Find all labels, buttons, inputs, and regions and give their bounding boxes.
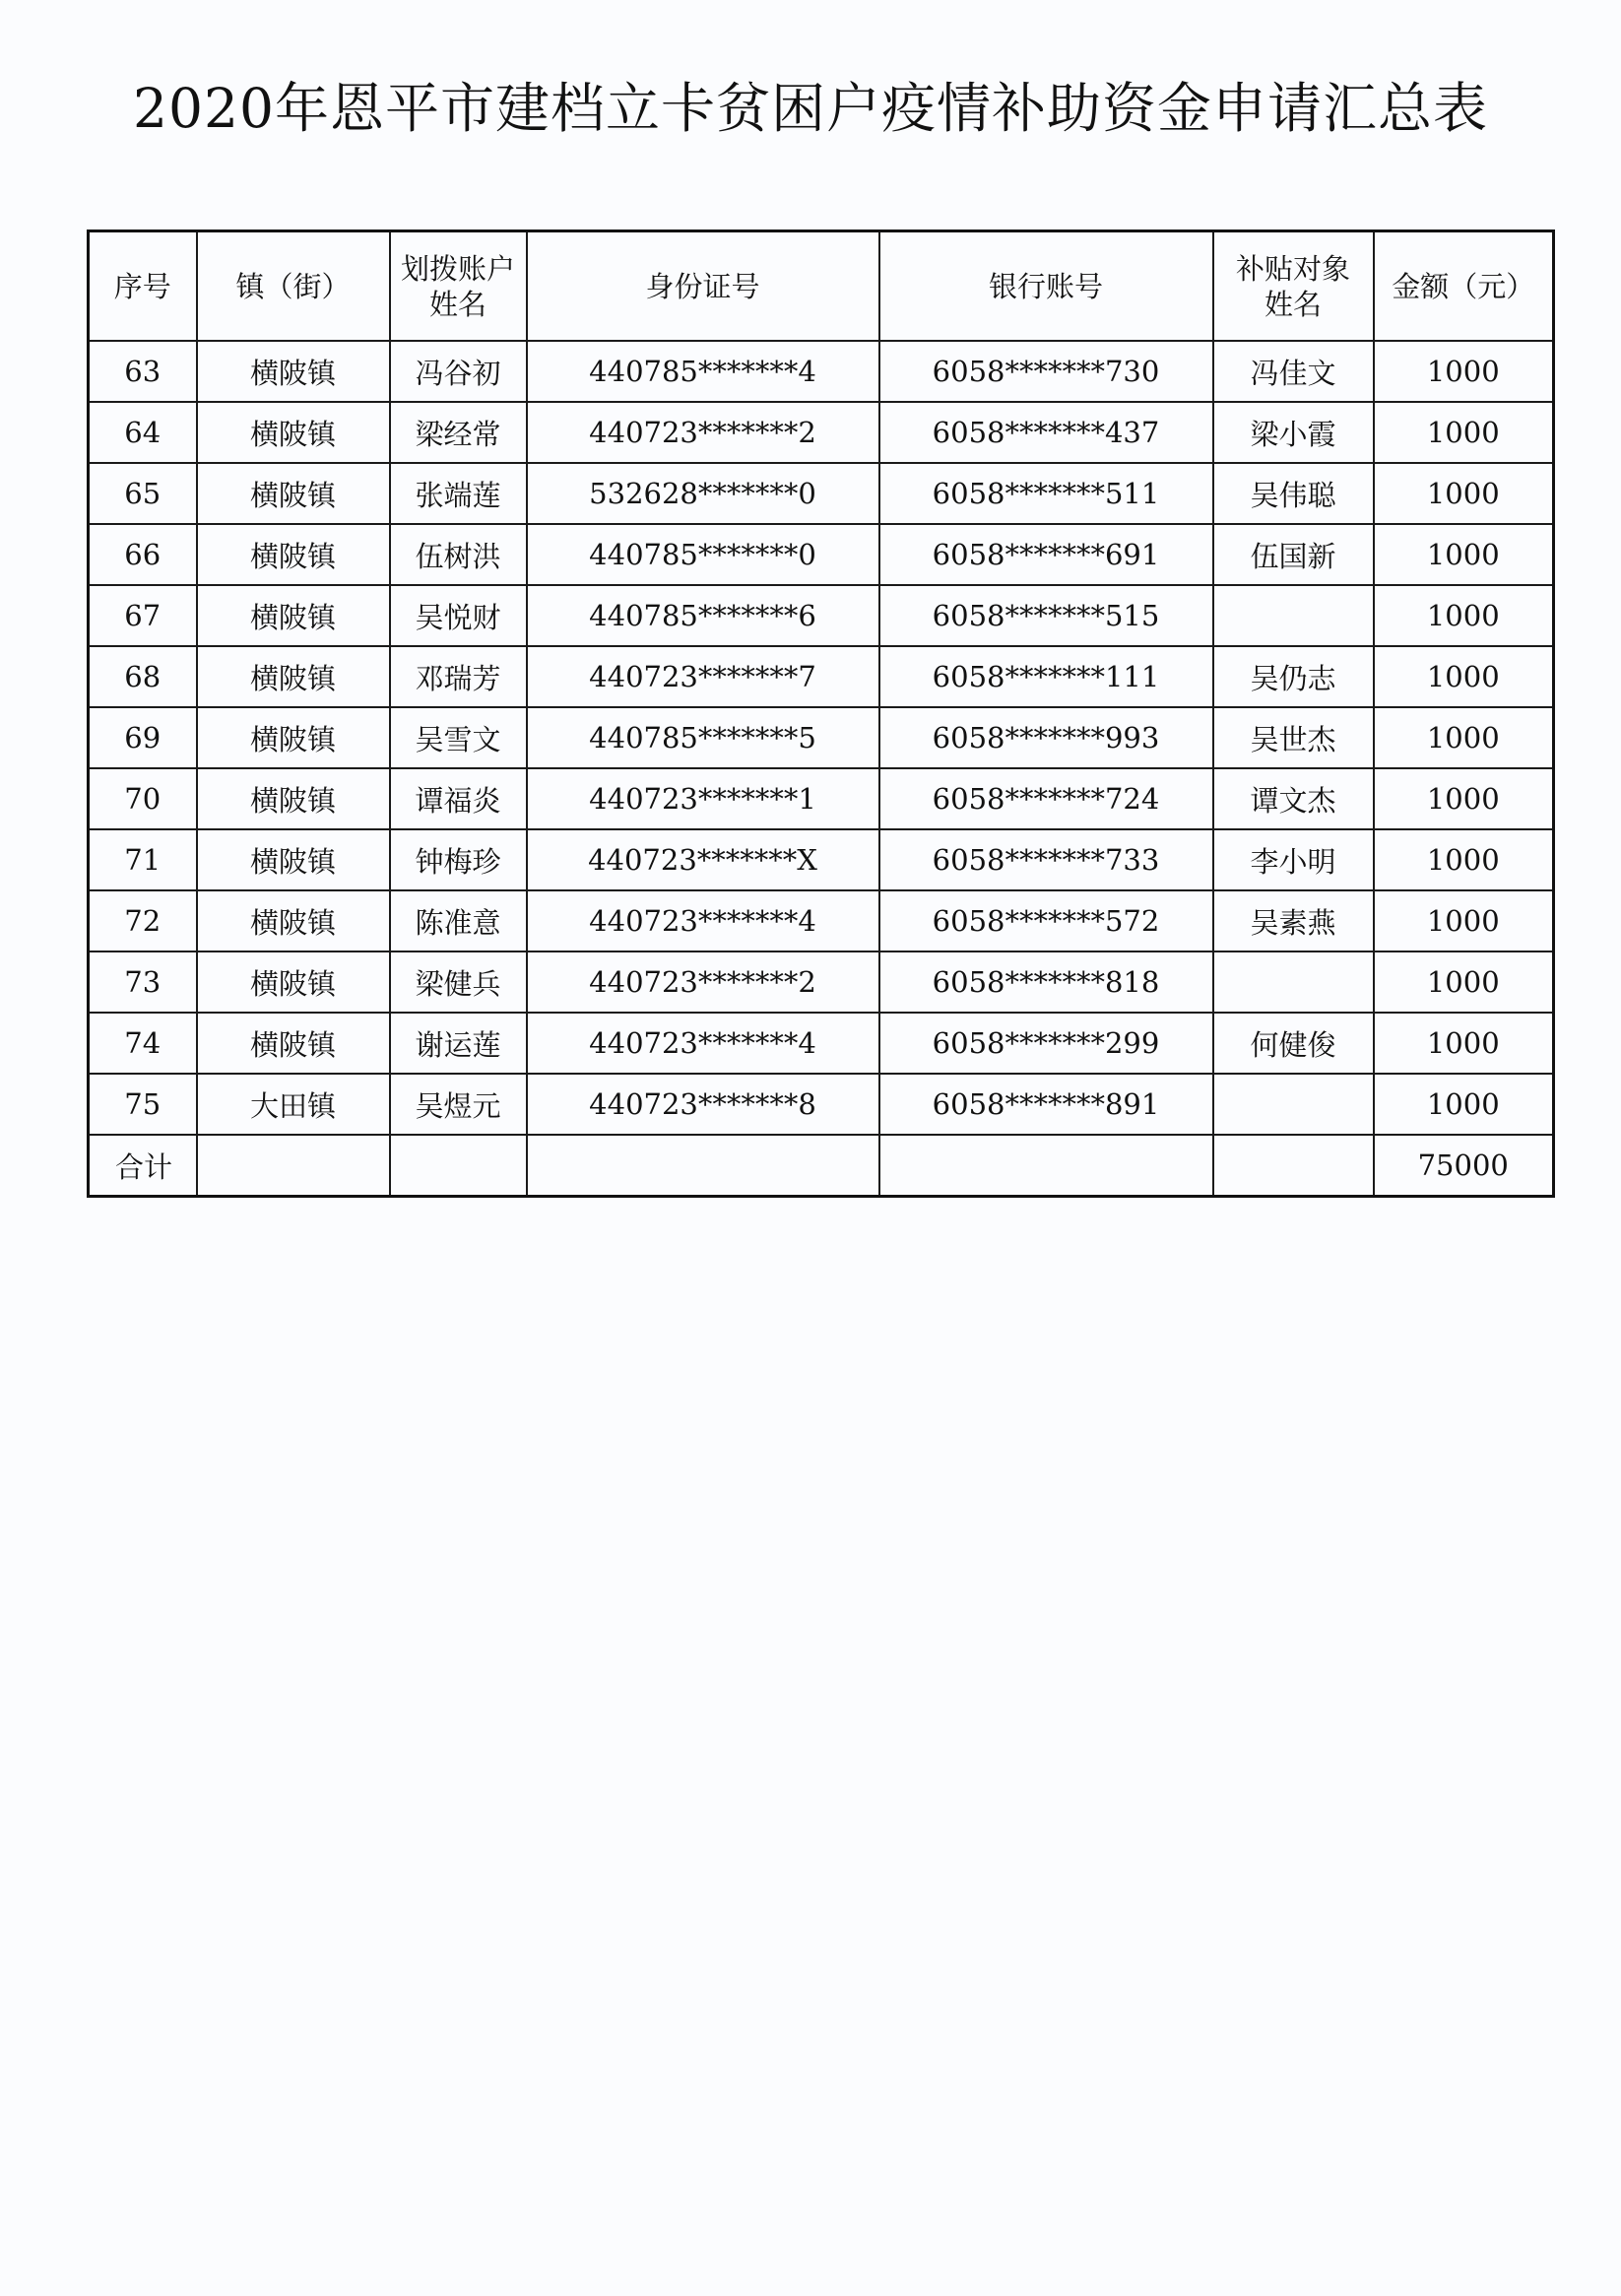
- table-row: [89, 951, 1554, 1013]
- cell-bank-account: 6058*******993: [879, 707, 1213, 768]
- cell-town: 横陂镇: [197, 646, 390, 707]
- cell-subsidy-name: 吴素燕: [1213, 890, 1374, 951]
- cell-subsidy-name: 吴世杰: [1213, 707, 1374, 768]
- cell-account-name: 梁经常: [390, 402, 527, 463]
- table-row: [89, 524, 1554, 585]
- cell-account-name: 谢运莲: [390, 1013, 527, 1074]
- table-row: [89, 890, 1554, 951]
- cell-bank-account: 6058*******515: [879, 585, 1213, 646]
- cell-subsidy-name: 李小明: [1213, 829, 1374, 890]
- cell-town: 横陂镇: [197, 768, 390, 829]
- cell-bank-account: 6058*******730: [879, 341, 1213, 402]
- table-row: [89, 829, 1554, 890]
- cell-serial-no: 67: [89, 585, 197, 646]
- cell-bank-account: 6058*******724: [879, 768, 1213, 829]
- cell-town: 大田镇: [197, 1074, 390, 1135]
- header-serial-no: 序号: [89, 231, 197, 342]
- cell-amount: 1000: [1374, 707, 1554, 768]
- cell-id-number: 440785*******6: [527, 585, 879, 646]
- cell-town: 横陂镇: [197, 829, 390, 890]
- cell-amount: 1000: [1374, 402, 1554, 463]
- cell-id-number: 440723*******1: [527, 768, 879, 829]
- header-account-name: [390, 231, 527, 342]
- table-row: [89, 341, 1554, 402]
- cell-serial-no: 71: [89, 829, 197, 890]
- header-account-name-line2: 姓名: [428, 287, 486, 321]
- header-row: [89, 231, 1554, 342]
- header-bank-account: 银行账号: [879, 231, 1213, 342]
- cell-id-number: 440785*******5: [527, 707, 879, 768]
- table-row: [89, 768, 1554, 829]
- subsidy-summary-table: [87, 230, 1555, 1198]
- header-subsidy-name-line2: 姓名: [1264, 287, 1322, 321]
- cell-account-name: 陈准意: [390, 890, 527, 951]
- cell-account-name: 吴雪文: [390, 707, 527, 768]
- cell-serial-no: 74: [89, 1013, 197, 1074]
- cell-id-number: 440723*******X: [527, 829, 879, 890]
- cell-town: 横陂镇: [197, 1013, 390, 1074]
- cell-subsidy-name: [1213, 1074, 1374, 1135]
- cell-serial-no: 69: [89, 707, 197, 768]
- table-row: [89, 585, 1554, 646]
- empty-cell: [527, 1135, 879, 1197]
- cell-account-name: 邓瑞芳: [390, 646, 527, 707]
- cell-amount: 1000: [1374, 829, 1554, 890]
- header-id-number: 身份证号: [527, 231, 879, 342]
- empty-cell: [390, 1135, 527, 1197]
- cell-town: 横陂镇: [197, 707, 390, 768]
- table-row: [89, 1013, 1554, 1074]
- cell-bank-account: 6058*******299: [879, 1013, 1213, 1074]
- cell-amount: 1000: [1374, 951, 1554, 1013]
- cell-town: 横陂镇: [197, 341, 390, 402]
- cell-bank-account: 6058*******891: [879, 1074, 1213, 1135]
- cell-account-name: 吴悦财: [390, 585, 527, 646]
- cell-serial-no: 64: [89, 402, 197, 463]
- header-subsidy-name: [1213, 231, 1374, 342]
- total-label: 合计: [89, 1135, 197, 1197]
- cell-id-number: 440723*******4: [527, 1013, 879, 1074]
- cell-serial-no: 72: [89, 890, 197, 951]
- cell-serial-no: 63: [89, 341, 197, 402]
- header-account-name-line1: 划拨账户: [400, 251, 515, 286]
- cell-id-number: 440723*******2: [527, 402, 879, 463]
- cell-account-name: 梁健兵: [390, 951, 527, 1013]
- cell-subsidy-name: 吴仍志: [1213, 646, 1374, 707]
- cell-amount: 1000: [1374, 524, 1554, 585]
- cell-town: 横陂镇: [197, 890, 390, 951]
- cell-id-number: 440723*******8: [527, 1074, 879, 1135]
- table-row: [89, 463, 1554, 524]
- cell-bank-account: 6058*******111: [879, 646, 1213, 707]
- empty-cell: [1213, 1135, 1374, 1197]
- cell-serial-no: 73: [89, 951, 197, 1013]
- cell-town: 横陂镇: [197, 524, 390, 585]
- cell-account-name: 谭福炎: [390, 768, 527, 829]
- cell-account-name: 吴煜元: [390, 1074, 527, 1135]
- cell-amount: 1000: [1374, 646, 1554, 707]
- cell-bank-account: 6058*******437: [879, 402, 1213, 463]
- cell-serial-no: 70: [89, 768, 197, 829]
- cell-amount: 1000: [1374, 341, 1554, 402]
- cell-town: 横陂镇: [197, 402, 390, 463]
- cell-bank-account: 6058*******818: [879, 951, 1213, 1013]
- cell-id-number: 440723*******2: [527, 951, 879, 1013]
- cell-bank-account: 6058*******733: [879, 829, 1213, 890]
- cell-id-number: 440723*******4: [527, 890, 879, 951]
- cell-account-name: 伍树洪: [390, 524, 527, 585]
- header-town: 镇（街）: [197, 231, 390, 342]
- empty-cell: [197, 1135, 390, 1197]
- header-amount: 金额（元）: [1374, 231, 1554, 342]
- total-amount: 75000: [1374, 1135, 1554, 1197]
- cell-town: 横陂镇: [197, 585, 390, 646]
- cell-amount: 1000: [1374, 1074, 1554, 1135]
- cell-serial-no: 75: [89, 1074, 197, 1135]
- header-subsidy-name-line1: 补贴对象: [1235, 251, 1350, 286]
- cell-id-number: 440785*******4: [527, 341, 879, 402]
- table-row: [89, 402, 1554, 463]
- cell-subsidy-name: [1213, 585, 1374, 646]
- table-row: [89, 646, 1554, 707]
- cell-account-name: 张端莲: [390, 463, 527, 524]
- table-row: [89, 707, 1554, 768]
- cell-amount: 1000: [1374, 768, 1554, 829]
- cell-subsidy-name: 何健俊: [1213, 1013, 1374, 1074]
- table-body: [89, 341, 1554, 1197]
- table-row: [89, 1074, 1554, 1135]
- cell-bank-account: 6058*******511: [879, 463, 1213, 524]
- cell-town: 横陂镇: [197, 463, 390, 524]
- cell-subsidy-name: 伍国新: [1213, 524, 1374, 585]
- page-title: 2020年恩平市建档立卡贫困户疫情补助资金申请汇总表: [133, 77, 1488, 140]
- cell-bank-account: 6058*******572: [879, 890, 1213, 951]
- cell-amount: 1000: [1374, 890, 1554, 951]
- cell-account-name: 冯谷初: [390, 341, 527, 402]
- total-row: [89, 1135, 1554, 1197]
- cell-subsidy-name: 梁小霞: [1213, 402, 1374, 463]
- empty-cell: [879, 1135, 1213, 1197]
- cell-amount: 1000: [1374, 585, 1554, 646]
- cell-subsidy-name: [1213, 951, 1374, 1013]
- cell-subsidy-name: 吴伟聪: [1213, 463, 1374, 524]
- cell-serial-no: 68: [89, 646, 197, 707]
- cell-account-name: 钟梅珍: [390, 829, 527, 890]
- cell-amount: 1000: [1374, 1013, 1554, 1074]
- cell-id-number: 532628*******0: [527, 463, 879, 524]
- cell-town: 横陂镇: [197, 951, 390, 1013]
- cell-id-number: 440723*******7: [527, 646, 879, 707]
- cell-amount: 1000: [1374, 463, 1554, 524]
- cell-serial-no: 65: [89, 463, 197, 524]
- cell-subsidy-name: 冯佳文: [1213, 341, 1374, 402]
- cell-id-number: 440785*******0: [527, 524, 879, 585]
- cell-serial-no: 66: [89, 524, 197, 585]
- cell-bank-account: 6058*******691: [879, 524, 1213, 585]
- cell-subsidy-name: 谭文杰: [1213, 768, 1374, 829]
